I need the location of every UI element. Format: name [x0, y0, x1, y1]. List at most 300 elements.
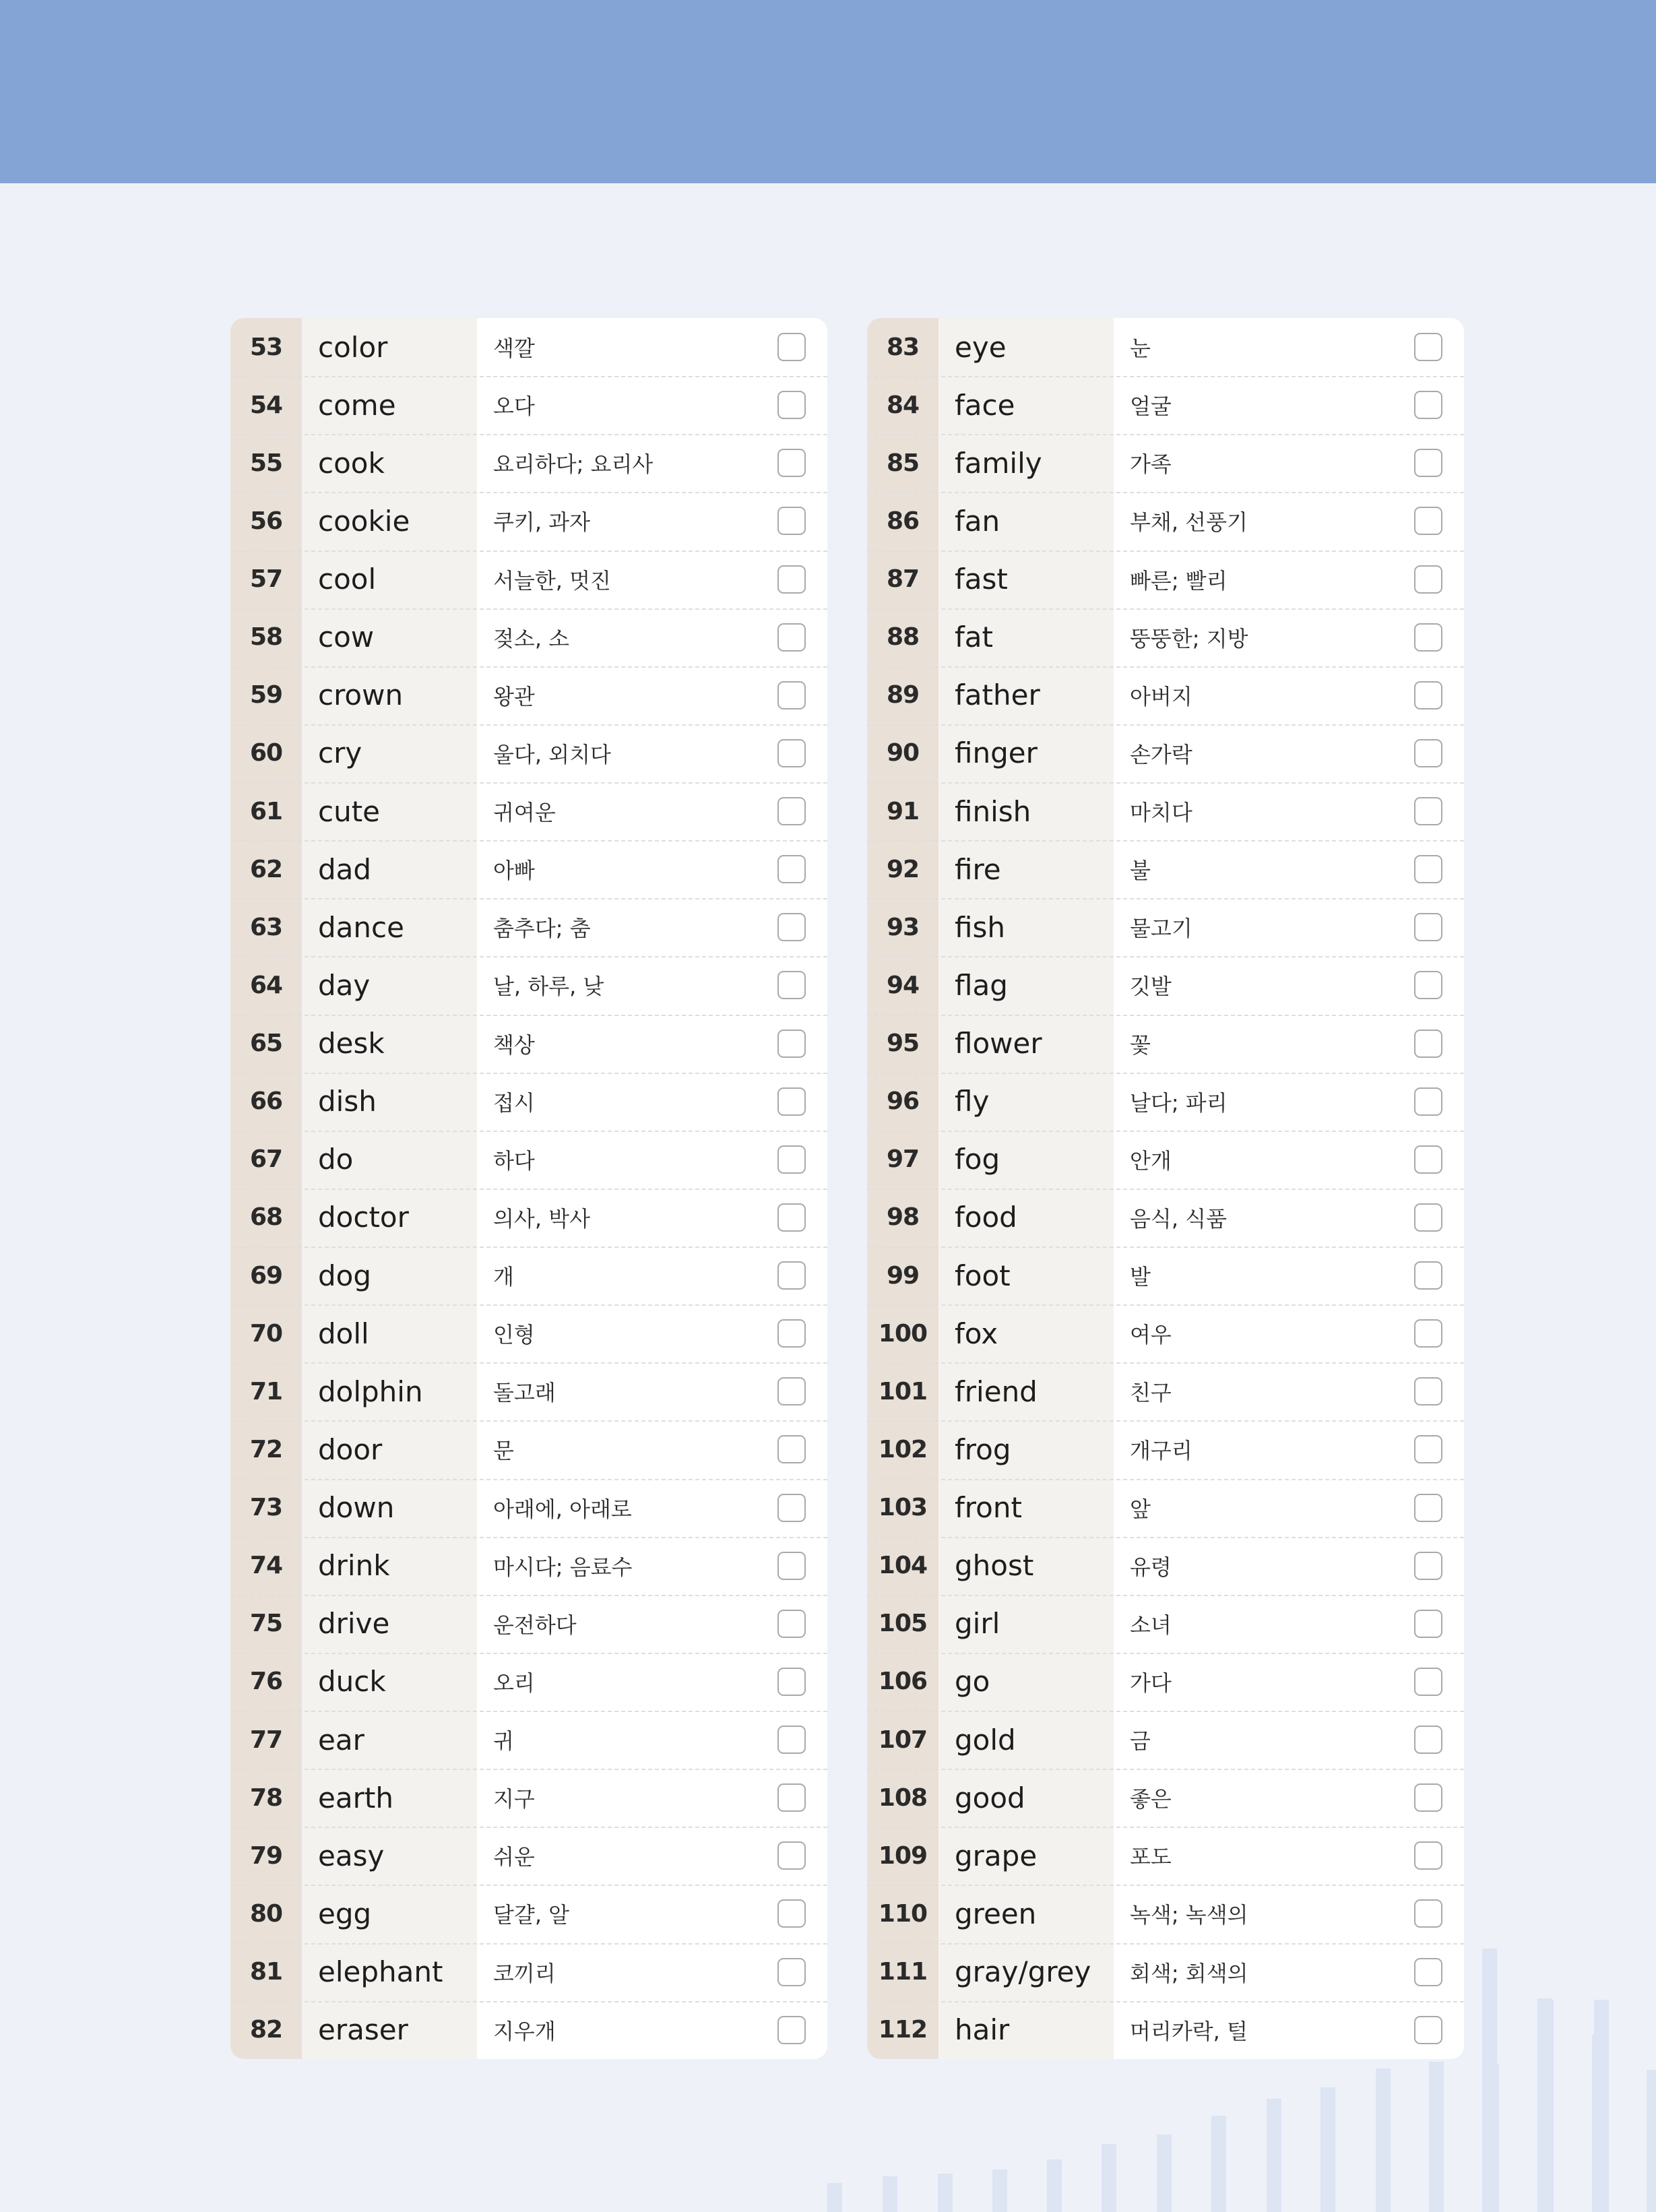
korean-meaning: 뚱뚱한; 지방	[1114, 608, 1464, 666]
vocab-row	[867, 782, 1464, 840]
vocab-table-right	[867, 318, 1464, 2059]
english-word: gray/grey	[938, 1943, 1114, 2001]
english-word: come	[302, 376, 477, 434]
checkbox-icon[interactable]	[777, 333, 806, 361]
korean-meaning: 친구	[1114, 1362, 1464, 1420]
korean-meaning: 앞	[1114, 1479, 1464, 1537]
vocab-row	[867, 1769, 1464, 1827]
english-word: color	[302, 318, 477, 376]
english-word: eraser	[302, 2001, 477, 2059]
english-word: fat	[938, 608, 1114, 666]
vocab-row	[230, 1479, 827, 1537]
word-number: 81	[230, 1943, 302, 2001]
korean-meaning: 아버지	[1114, 666, 1464, 724]
word-number: 77	[230, 1711, 302, 1769]
vocab-row	[867, 1362, 1464, 1420]
english-word: drive	[302, 1595, 477, 1653]
checkbox-icon[interactable]	[1414, 739, 1442, 767]
english-word: do	[302, 1131, 477, 1189]
english-word: elephant	[302, 1943, 477, 2001]
korean-meaning: 책상	[477, 1015, 827, 1073]
korean-meaning: 마치다	[1114, 782, 1464, 840]
english-word: cookie	[302, 492, 477, 550]
checkbox-icon[interactable]	[777, 507, 806, 535]
korean-meaning: 아빠	[477, 840, 827, 898]
checkbox-icon[interactable]	[1414, 1319, 1442, 1348]
checkbox-icon[interactable]	[1414, 507, 1442, 535]
vocab-row	[867, 1420, 1464, 1478]
word-number: 76	[230, 1653, 302, 1711]
vocab-row	[230, 1885, 827, 1942]
word-number: 78	[230, 1769, 302, 1827]
english-word: friend	[938, 1362, 1114, 1420]
vocab-row	[867, 1246, 1464, 1304]
checkbox-icon[interactable]	[777, 797, 806, 825]
checkbox-icon[interactable]	[777, 1726, 806, 1754]
word-number: 69	[230, 1246, 302, 1304]
vocab-row	[230, 376, 827, 434]
checkbox-icon[interactable]	[777, 1261, 806, 1290]
word-number: 62	[230, 840, 302, 898]
word-number: 74	[230, 1537, 302, 1595]
checkbox-icon[interactable]	[1414, 449, 1442, 477]
korean-meaning: 하다	[477, 1131, 827, 1189]
vocab-row	[230, 1711, 827, 1769]
vocab-row	[867, 492, 1464, 550]
korean-meaning: 개	[477, 1246, 827, 1304]
checkbox-icon[interactable]	[1414, 971, 1442, 999]
checkbox-icon[interactable]	[1414, 913, 1442, 941]
korean-meaning: 녹색; 녹색의	[1114, 1885, 1464, 1942]
korean-meaning: 코끼리	[477, 1943, 827, 2001]
vocab-row	[867, 1015, 1464, 1073]
english-word: doll	[302, 1304, 477, 1362]
vocab-row	[867, 1304, 1464, 1362]
word-number: 75	[230, 1595, 302, 1653]
english-word: crown	[302, 666, 477, 724]
checkbox-icon[interactable]	[1414, 1899, 1442, 1928]
korean-meaning: 물고기	[1114, 898, 1464, 956]
english-word: cow	[302, 608, 477, 666]
checkbox-icon[interactable]	[1414, 855, 1442, 883]
checkbox-icon[interactable]	[777, 913, 806, 941]
word-number: 88	[867, 608, 938, 666]
checkbox-icon[interactable]	[777, 1319, 806, 1348]
korean-meaning: 젖소, 소	[477, 608, 827, 666]
vocab-row	[230, 1827, 827, 1885]
checkbox-icon[interactable]	[1414, 1841, 1442, 1870]
vocab-row	[230, 1362, 827, 1420]
vocab-row	[230, 1246, 827, 1304]
vocab-row	[867, 1943, 1464, 2001]
vocab-row	[230, 1943, 827, 2001]
word-number: 94	[867, 956, 938, 1014]
english-word: dish	[302, 1073, 477, 1131]
vocab-row	[867, 608, 1464, 666]
korean-meaning: 개구리	[1114, 1420, 1464, 1478]
word-number: 82	[230, 2001, 302, 2059]
word-number: 84	[867, 376, 938, 434]
word-number: 105	[867, 1595, 938, 1653]
word-number: 104	[867, 1537, 938, 1595]
korean-meaning: 돌고래	[477, 1362, 827, 1420]
checkbox-icon[interactable]	[1414, 1494, 1442, 1522]
vocab-row	[230, 1653, 827, 1711]
korean-meaning: 여우	[1114, 1304, 1464, 1362]
vocab-row	[867, 434, 1464, 492]
word-number: 63	[230, 898, 302, 956]
word-number: 71	[230, 1362, 302, 1420]
korean-meaning: 아래에, 아래로	[477, 1479, 827, 1537]
checkbox-icon[interactable]	[777, 565, 806, 594]
english-word: cute	[302, 782, 477, 840]
korean-meaning: 춤추다; 춤	[477, 898, 827, 956]
checkbox-icon[interactable]	[777, 739, 806, 767]
checkbox-icon[interactable]	[777, 1030, 806, 1058]
vocab-row	[230, 434, 827, 492]
vocab-row	[867, 840, 1464, 898]
vocab-row	[230, 1537, 827, 1595]
checkbox-icon[interactable]	[777, 855, 806, 883]
vocab-row	[230, 492, 827, 550]
word-number: 72	[230, 1420, 302, 1478]
english-word: green	[938, 1885, 1114, 1942]
word-number: 56	[230, 492, 302, 550]
english-word: day	[302, 956, 477, 1014]
korean-meaning: 깃발	[1114, 956, 1464, 1014]
word-number: 59	[230, 666, 302, 724]
word-number: 58	[230, 608, 302, 666]
word-number: 54	[230, 376, 302, 434]
checkbox-icon[interactable]	[1414, 2016, 1442, 2044]
vocab-row	[867, 1885, 1464, 1942]
checkbox-icon[interactable]	[1414, 623, 1442, 652]
vocab-row	[867, 1653, 1464, 1711]
word-number: 79	[230, 1827, 302, 1885]
vocab-row	[867, 1595, 1464, 1653]
vocab-row	[867, 1131, 1464, 1189]
checkbox-icon[interactable]	[777, 449, 806, 477]
english-word: duck	[302, 1653, 477, 1711]
vocab-row	[230, 2001, 827, 2059]
vocab-row	[230, 1189, 827, 1246]
checkbox-icon[interactable]	[777, 1145, 806, 1174]
english-word: ghost	[938, 1537, 1114, 1595]
korean-meaning: 서늘한, 멋진	[477, 550, 827, 608]
korean-meaning: 인형	[477, 1304, 827, 1362]
checkbox-icon[interactable]	[777, 1783, 806, 1812]
vocab-row	[230, 608, 827, 666]
korean-meaning: 쿠키, 과자	[477, 492, 827, 550]
korean-meaning: 오다	[477, 376, 827, 434]
korean-meaning: 회색; 회색의	[1114, 1943, 1464, 2001]
word-number: 89	[867, 666, 938, 724]
english-word: drink	[302, 1537, 477, 1595]
checkbox-icon[interactable]	[1414, 797, 1442, 825]
korean-meaning: 손가락	[1114, 724, 1464, 782]
vocab-row	[230, 1769, 827, 1827]
checkbox-icon[interactable]	[777, 1668, 806, 1696]
english-word: food	[938, 1189, 1114, 1246]
english-word: girl	[938, 1595, 1114, 1653]
word-number: 57	[230, 550, 302, 608]
word-number: 91	[867, 782, 938, 840]
checkbox-icon[interactable]	[1414, 1087, 1442, 1116]
checkbox-icon[interactable]	[1414, 1261, 1442, 1290]
checkbox-icon[interactable]	[1414, 1203, 1442, 1232]
word-number: 100	[867, 1304, 938, 1362]
korean-meaning: 문	[477, 1420, 827, 1478]
word-number: 86	[867, 492, 938, 550]
word-number: 70	[230, 1304, 302, 1362]
vocab-row	[867, 1073, 1464, 1131]
checkbox-icon[interactable]	[777, 391, 806, 419]
word-number: 61	[230, 782, 302, 840]
korean-meaning: 요리하다; 요리사	[477, 434, 827, 492]
korean-meaning: 색깔	[477, 318, 827, 376]
vocab-row	[230, 1595, 827, 1653]
english-word: eye	[938, 318, 1114, 376]
korean-meaning: 꽃	[1114, 1015, 1464, 1073]
checkbox-icon[interactable]	[777, 2016, 806, 2044]
vocab-row	[230, 1131, 827, 1189]
english-word: doctor	[302, 1189, 477, 1246]
vocab-row	[867, 376, 1464, 434]
vocab-row	[867, 666, 1464, 724]
english-word: fish	[938, 898, 1114, 956]
checkbox-icon[interactable]	[777, 1610, 806, 1638]
checkbox-icon[interactable]	[777, 1841, 806, 1870]
korean-meaning: 의사, 박사	[477, 1189, 827, 1246]
korean-meaning: 좋은	[1114, 1769, 1464, 1827]
vocab-row	[230, 550, 827, 608]
english-word: hair	[938, 2001, 1114, 2059]
word-number: 80	[230, 1885, 302, 1942]
english-word: ear	[302, 1711, 477, 1769]
vocab-row	[230, 318, 827, 376]
korean-meaning: 왕관	[477, 666, 827, 724]
english-word: down	[302, 1479, 477, 1537]
english-word: go	[938, 1653, 1114, 1711]
vocab-row	[230, 1420, 827, 1478]
english-word: finger	[938, 724, 1114, 782]
korean-meaning: 마시다; 음료수	[477, 1537, 827, 1595]
english-word: desk	[302, 1015, 477, 1073]
korean-meaning: 발	[1114, 1246, 1464, 1304]
english-word: fly	[938, 1073, 1114, 1131]
vocab-row	[867, 898, 1464, 956]
korean-meaning: 불	[1114, 840, 1464, 898]
word-number: 53	[230, 318, 302, 376]
word-number: 95	[867, 1015, 938, 1073]
word-number: 102	[867, 1420, 938, 1478]
word-number: 83	[867, 318, 938, 376]
checkbox-icon[interactable]	[777, 971, 806, 999]
word-number: 101	[867, 1362, 938, 1420]
checkbox-icon[interactable]	[777, 1435, 806, 1463]
checkbox-icon[interactable]	[1414, 681, 1442, 709]
checkbox-icon[interactable]	[1414, 1783, 1442, 1812]
vocab-table-left	[230, 318, 827, 2059]
english-word: frog	[938, 1420, 1114, 1478]
word-number: 67	[230, 1131, 302, 1189]
word-number: 66	[230, 1073, 302, 1131]
english-word: finish	[938, 782, 1114, 840]
checkbox-icon[interactable]	[1414, 1435, 1442, 1463]
vocab-row	[867, 2001, 1464, 2059]
vocab-row	[230, 1015, 827, 1073]
english-word: flag	[938, 956, 1114, 1014]
english-word: earth	[302, 1769, 477, 1827]
word-number: 55	[230, 434, 302, 492]
word-number: 85	[867, 434, 938, 492]
english-word: cry	[302, 724, 477, 782]
english-word: fog	[938, 1131, 1114, 1189]
english-word: fan	[938, 492, 1114, 550]
korean-meaning: 귀	[477, 1711, 827, 1769]
english-word: egg	[302, 1885, 477, 1942]
word-number: 106	[867, 1653, 938, 1711]
english-word: fire	[938, 840, 1114, 898]
word-number: 97	[867, 1131, 938, 1189]
checkbox-icon[interactable]	[1414, 1610, 1442, 1638]
korean-meaning: 안개	[1114, 1131, 1464, 1189]
korean-meaning: 울다, 외치다	[477, 724, 827, 782]
checkbox-icon[interactable]	[1414, 391, 1442, 419]
korean-meaning: 가다	[1114, 1653, 1464, 1711]
english-word: dance	[302, 898, 477, 956]
korean-meaning: 달걀, 알	[477, 1885, 827, 1942]
word-number: 111	[867, 1943, 938, 2001]
vocab-row	[230, 666, 827, 724]
korean-meaning: 날, 하루, 낮	[477, 956, 827, 1014]
korean-meaning: 지우개	[477, 2001, 827, 2059]
word-number: 108	[867, 1769, 938, 1827]
word-number: 96	[867, 1073, 938, 1131]
checkbox-icon[interactable]	[1414, 1030, 1442, 1058]
english-word: dad	[302, 840, 477, 898]
korean-meaning: 포도	[1114, 1827, 1464, 1885]
english-word: fox	[938, 1304, 1114, 1362]
korean-meaning: 소녀	[1114, 1595, 1464, 1653]
korean-meaning: 머리카락, 털	[1114, 2001, 1464, 2059]
word-number: 64	[230, 956, 302, 1014]
english-word: gold	[938, 1711, 1114, 1769]
word-number: 68	[230, 1189, 302, 1246]
english-word: good	[938, 1769, 1114, 1827]
english-word: cool	[302, 550, 477, 608]
korean-meaning: 지구	[477, 1769, 827, 1827]
checkbox-icon[interactable]	[777, 1087, 806, 1116]
checkbox-icon[interactable]	[1414, 1726, 1442, 1754]
korean-meaning: 귀여운	[477, 782, 827, 840]
english-word: door	[302, 1420, 477, 1478]
english-word: face	[938, 376, 1114, 434]
checkbox-icon[interactable]	[1414, 1377, 1442, 1405]
english-word: grape	[938, 1827, 1114, 1885]
checkbox-icon[interactable]	[1414, 333, 1442, 361]
word-number: 98	[867, 1189, 938, 1246]
english-word: foot	[938, 1246, 1114, 1304]
word-number: 112	[867, 2001, 938, 2059]
korean-meaning: 오리	[477, 1653, 827, 1711]
checkbox-icon[interactable]	[777, 623, 806, 652]
vocab-row	[230, 724, 827, 782]
word-number: 73	[230, 1479, 302, 1537]
vocab-row	[230, 1073, 827, 1131]
checkbox-icon[interactable]	[1414, 1958, 1442, 1986]
korean-meaning: 눈	[1114, 318, 1464, 376]
checkbox-icon[interactable]	[777, 1203, 806, 1232]
word-number: 93	[867, 898, 938, 956]
checkbox-icon[interactable]	[1414, 1668, 1442, 1696]
english-word: fast	[938, 550, 1114, 608]
english-word: father	[938, 666, 1114, 724]
header-band	[0, 0, 1656, 183]
word-number: 107	[867, 1711, 938, 1769]
korean-meaning: 쉬운	[477, 1827, 827, 1885]
vocab-row	[867, 1479, 1464, 1537]
word-number: 103	[867, 1479, 938, 1537]
checkbox-icon[interactable]	[1414, 565, 1442, 594]
korean-meaning: 금	[1114, 1711, 1464, 1769]
checkbox-icon[interactable]	[777, 1899, 806, 1928]
word-number: 109	[867, 1827, 938, 1885]
english-word: easy	[302, 1827, 477, 1885]
english-word: dolphin	[302, 1362, 477, 1420]
checkbox-icon[interactable]	[777, 1958, 806, 1986]
checkbox-icon[interactable]	[777, 1552, 806, 1580]
english-word: cook	[302, 434, 477, 492]
word-number: 90	[867, 724, 938, 782]
english-word: front	[938, 1479, 1114, 1537]
vocab-row	[867, 318, 1464, 376]
vocab-row	[230, 898, 827, 956]
vocab-row	[867, 550, 1464, 608]
korean-meaning: 음식, 식품	[1114, 1189, 1464, 1246]
word-number: 60	[230, 724, 302, 782]
korean-meaning: 가족	[1114, 434, 1464, 492]
english-word: flower	[938, 1015, 1114, 1073]
vocab-row	[867, 1537, 1464, 1595]
vocab-row	[230, 1304, 827, 1362]
korean-meaning: 운전하다	[477, 1595, 827, 1653]
checkbox-icon[interactable]	[777, 681, 806, 709]
word-number: 110	[867, 1885, 938, 1942]
korean-meaning: 부채, 선풍기	[1114, 492, 1464, 550]
word-number: 99	[867, 1246, 938, 1304]
checkbox-icon[interactable]	[777, 1377, 806, 1405]
vocab-row	[230, 956, 827, 1014]
checkbox-icon[interactable]	[777, 1494, 806, 1522]
vocab-row	[867, 1827, 1464, 1885]
vocab-row	[867, 1711, 1464, 1769]
korean-meaning: 빠른; 빨리	[1114, 550, 1464, 608]
english-word: family	[938, 434, 1114, 492]
korean-meaning: 날다; 파리	[1114, 1073, 1464, 1131]
checkbox-icon[interactable]	[1414, 1552, 1442, 1580]
english-word: dog	[302, 1246, 477, 1304]
checkbox-icon[interactable]	[1414, 1145, 1442, 1174]
vocab-row	[230, 782, 827, 840]
vocab-row	[867, 1189, 1464, 1246]
korean-meaning: 유령	[1114, 1537, 1464, 1595]
vocab-row	[867, 956, 1464, 1014]
korean-meaning: 접시	[477, 1073, 827, 1131]
word-number: 87	[867, 550, 938, 608]
vocab-row	[867, 724, 1464, 782]
word-number: 92	[867, 840, 938, 898]
